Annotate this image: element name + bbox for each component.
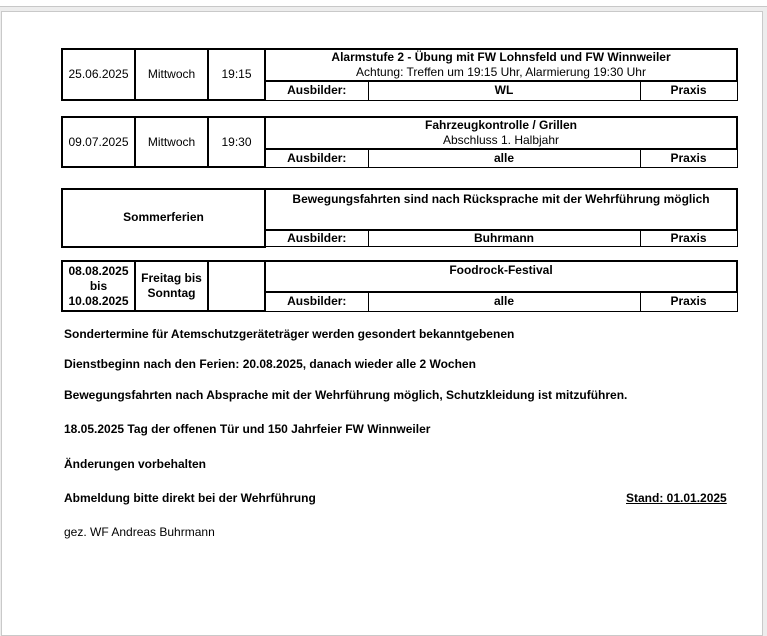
- entry-topic: [265, 117, 737, 149]
- instructor-name: alle: [368, 292, 640, 311]
- holiday-label: Sommerferien: [62, 189, 265, 247]
- entry-day-to: Sonntag: [147, 286, 196, 300]
- entry-title: Bewegungsfahrten sind nach Rücksprache mit der Wehrführung möglich: [265, 189, 737, 230]
- entry-day-from: Freitag bis: [141, 271, 202, 285]
- instructor-name: alle: [368, 149, 640, 167]
- window-top-strip: [0, 0, 767, 7]
- entry-date-to: 10.08.2025: [68, 293, 129, 308]
- instructor-label: Ausbilder:: [265, 149, 368, 167]
- entry-subtitle: Achtung: Treffen um 19:15 Uhr, Alarmierung 19:30 Uhr: [356, 65, 646, 79]
- entry-date: 09.07.2025: [62, 117, 135, 167]
- instructor-label: Ausbilder:: [265, 292, 368, 311]
- entry-time: 19:30: [208, 117, 265, 167]
- note-dienstbeginn: Dienstbeginn nach den Ferien: 20.08.2025, danach wieder alle 2 Wochen: [64, 357, 476, 371]
- entry-day: Mittwoch: [135, 117, 208, 167]
- entry-date-from: 08.08.2025: [68, 263, 129, 278]
- entry-topic: [265, 49, 737, 81]
- entry-type: Praxis: [640, 81, 737, 100]
- entry-date-separator: bis: [89, 278, 108, 293]
- entry-time: 19:15: [208, 49, 265, 100]
- entry-title: Fahrzeugkontrolle / Grillen: [424, 118, 578, 132]
- instructor-label: Ausbilder:: [265, 81, 368, 100]
- note-abmeldung: Abmeldung bitte direkt bei der Wehrführung: [64, 491, 316, 505]
- entry-subtitle: Abschluss 1. Halbjahr: [442, 133, 560, 147]
- instructor-label: Ausbilder:: [265, 230, 368, 247]
- entry-time: [208, 261, 265, 311]
- instructor-name: Buhrmann: [368, 230, 640, 247]
- entry-type: Praxis: [640, 230, 737, 247]
- schedule-entry: [61, 188, 738, 248]
- schedule-entry: [61, 116, 738, 168]
- note-atemschutz: Sondertermine für Atemschutzgeräteträger werden gesondert bekanntgebenen: [64, 327, 515, 341]
- entry-type: Praxis: [640, 292, 737, 311]
- schedule-entry: [61, 48, 738, 101]
- entry-title: Alarmstufe 2 - Übung mit FW Lohnsfeld und FW Winnweiler: [331, 50, 671, 64]
- document-page: [1, 11, 763, 636]
- note-jubilaeum: 18.05.2025 Tag der offenen Tür und 150 Jahrfeier FW Winnweiler: [64, 422, 431, 436]
- stand-date: Stand: 01.01.2025: [626, 491, 727, 505]
- entry-title: Foodrock-Festival: [265, 261, 737, 292]
- signature: gez. WF Andreas Buhrmann: [64, 525, 215, 539]
- entry-day-range: [135, 261, 208, 311]
- schedule-entry: [61, 260, 738, 312]
- entry-type: Praxis: [640, 149, 737, 167]
- note-aenderungen: Änderungen vorbehalten: [64, 457, 207, 471]
- instructor-name: WL: [368, 81, 640, 100]
- entry-date: 25.06.2025: [62, 49, 135, 100]
- entry-date-range: [62, 261, 135, 311]
- note-bewegungsfahrten: Bewegungsfahrten nach Absprache mit der Wehrführung möglich, Schutzkleidung ist mitzuführen.: [64, 388, 628, 402]
- entry-day: Mittwoch: [135, 49, 208, 100]
